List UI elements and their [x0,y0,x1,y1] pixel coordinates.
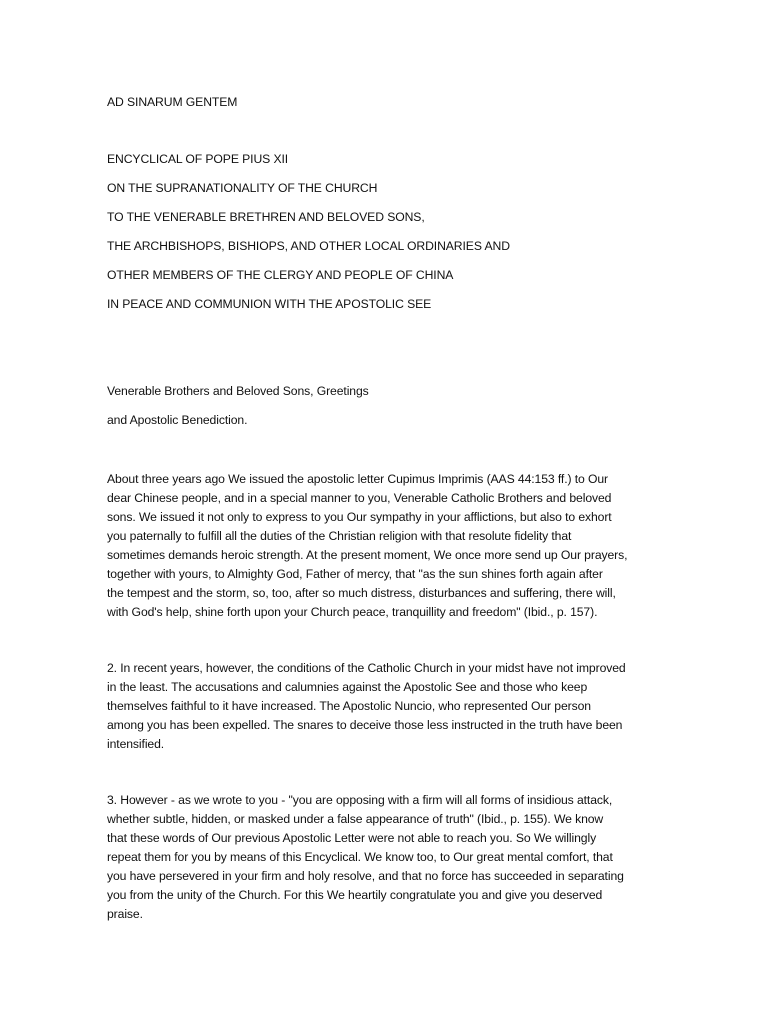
paragraph-line: 2. In recent years, however, the conditions of the Catholic Church in your midst have not improved [107,661,626,675]
header-line-addressees: TO THE VENERABLE BRETHREN AND BELOVED SONS, [107,210,425,224]
paragraph-line: sons. We issued it not only to express to you Our sympathy in your afflictions, but also to exhort [107,510,612,524]
paragraph-line: you paternally to fulfill all the duties of the Christian religion with that resolute fidelity that [107,529,572,543]
header-line-subject: ON THE SUPRANATIONALITY OF THE CHURCH [107,181,378,195]
paragraph-line: with God's help, shine forth upon your Church peace, tranquillity and freedom" (Ibid., p. 157). [107,605,598,619]
header-line-encyclical: ENCYCLICAL OF POPE PIUS XII [107,152,289,166]
paragraph-line: praise. [107,907,143,921]
benediction-line: and Apostolic Benediction. [107,413,248,427]
paragraph-line: the tempest and the storm, so, too, after so much distress, disturbances and suffering, there will, [107,586,616,600]
paragraph-line: repeat them for you by means of this Encyclical. We know too, to Our great mental comfort, that [107,850,613,864]
paragraph-line: that these words of Our previous Apostolic Letter were not able to reach you. So We willingly [107,831,597,845]
paragraph-line: sometimes demands heroic strength. At the present moment, We once more send up Our prayers, [107,548,628,562]
paragraph-2 [107,659,667,754]
paragraph-1 [107,470,667,622]
header-line-clergy: OTHER MEMBERS OF THE CLERGY AND PEOPLE OF CHINA [107,268,454,282]
greeting-line: Venerable Brothers and Beloved Sons, Greetings [107,384,369,398]
paragraph-line: whether subtle, hidden, or masked under a false appearance of truth" (Ibid., p. 155). We know [107,812,604,826]
document-title: AD SINARUM GENTEM [107,95,238,109]
header-line-ordinaries: THE ARCHBISHOPS, BISHIOPS, AND OTHER LOCAL ORDINARIES AND [107,239,510,253]
paragraph-line: intensified. [107,737,165,751]
paragraph-3 [107,791,667,924]
paragraph-line: About three years ago We issued the apostolic letter Cupimus Imprimis (AAS 44:153 ff.) to Our [107,472,609,486]
paragraph-line: among you has been expelled. The snares to deceive those less instructed in the truth have been [107,718,623,732]
header-line-communion: IN PEACE AND COMMUNION WITH THE APOSTOLIC SEE [107,297,432,311]
paragraph-line: you from the unity of the Church. For this We heartily congratulate you and give you deserved [107,888,603,902]
paragraph-line: in the least. The accusations and calumnies against the Apostolic See and those who keep [107,680,588,694]
paragraph-line: dear Chinese people, and in a special manner to you, Venerable Catholic Brothers and beloved [107,491,612,505]
paragraph-line: themselves faithful to it have increased. The Apostolic Nuncio, who represented Our person [107,699,591,713]
paragraph-line: 3. However - as we wrote to you - "you are opposing with a firm will all forms of insidious attack, [107,793,613,807]
paragraph-line: you have persevered in your firm and holy resolve, and that no force has succeeded in separating [107,869,624,883]
paragraph-line: together with yours, to Almighty God, Father of mercy, that "as the sun shines forth again after [107,567,603,581]
